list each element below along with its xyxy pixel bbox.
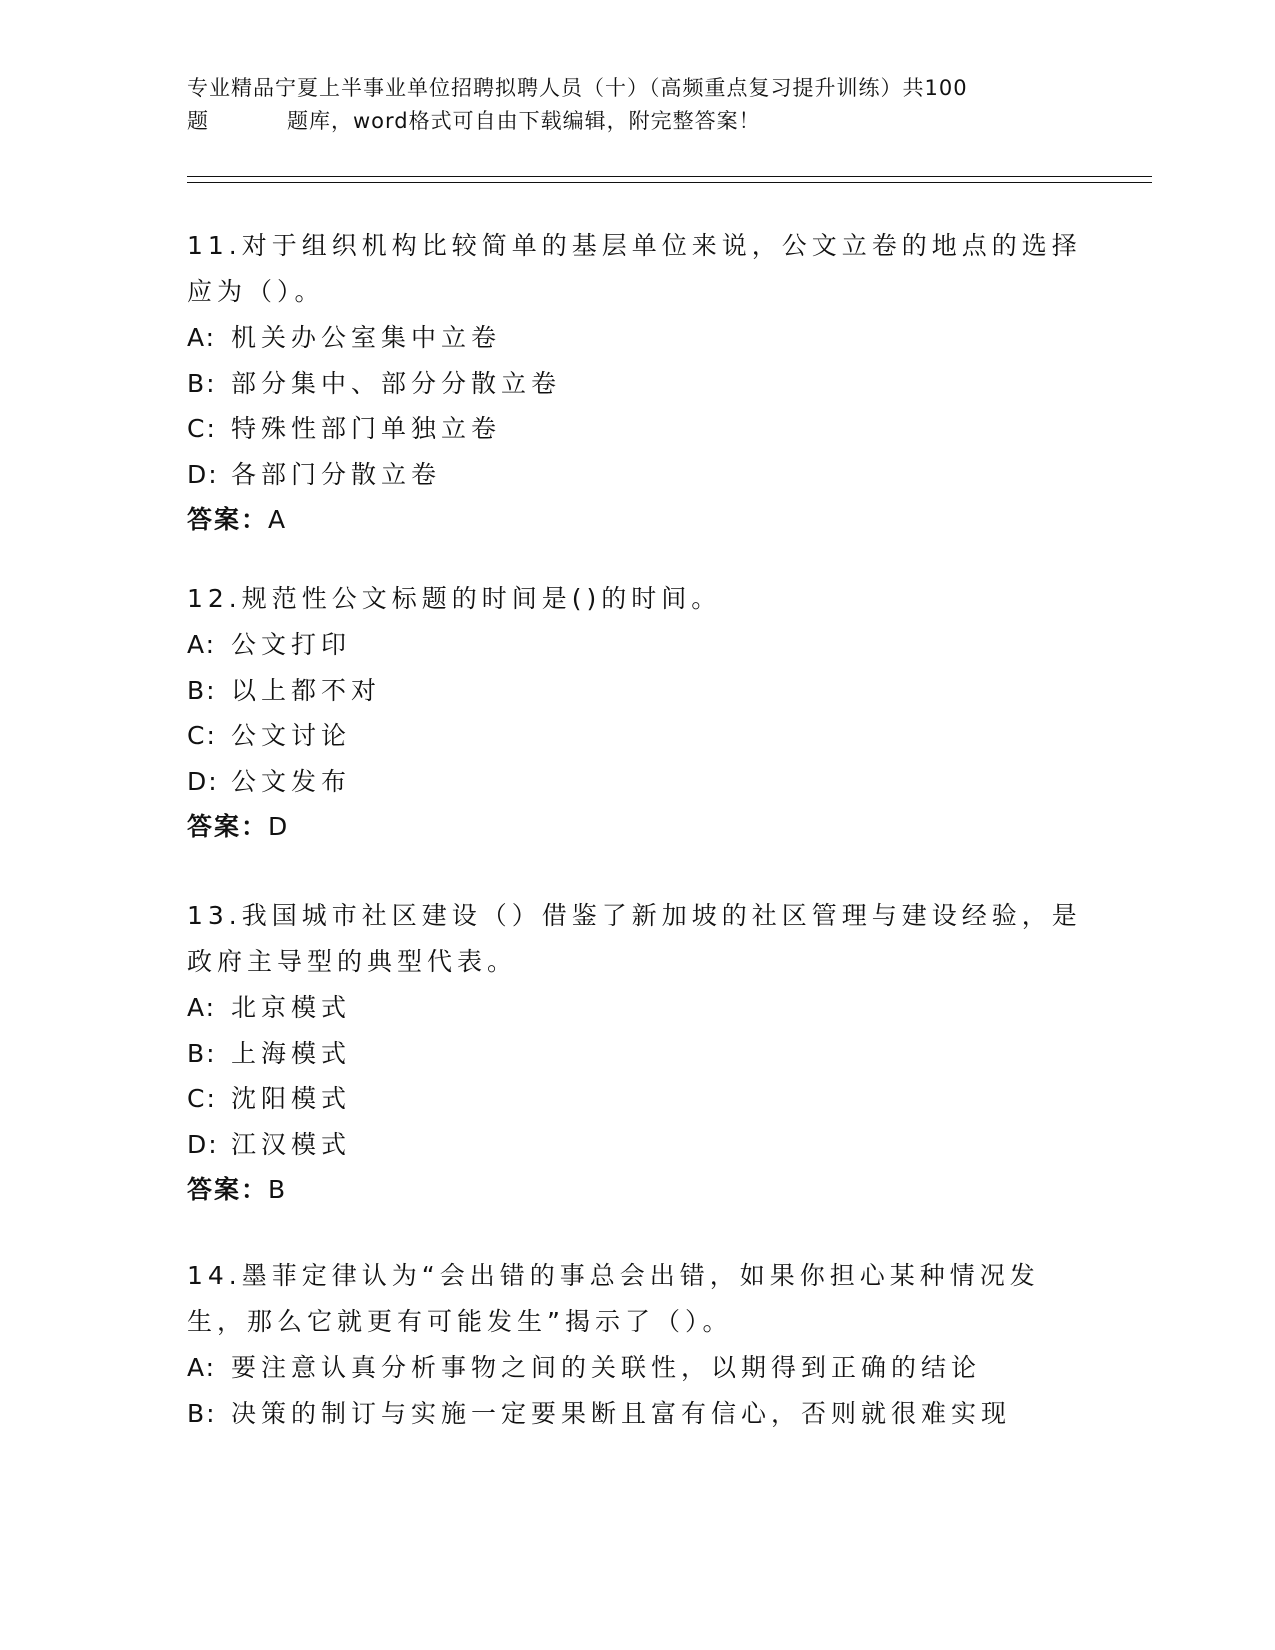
option-key: C: — [187, 414, 217, 443]
option-text: 北京模式 — [231, 993, 352, 1022]
option-key: B: — [187, 1398, 217, 1428]
option-text: 公文打印 — [231, 630, 352, 659]
header-title-line2-end: 题库，word格式可自由下载编辑，附完整答案！ — [287, 109, 761, 133]
option-key: A: — [187, 1353, 217, 1382]
option-text: 决策的制订与实施一定要果断且富有信心，否则就很难实现 — [231, 1398, 1012, 1428]
header-title-line1: 专业精品宁夏上半事业单位招聘拟聘人员（十）（高频重点复习提升训练）共100 — [187, 76, 968, 100]
question-14 — [187, 1253, 1087, 1436]
answer-label: 答案： — [187, 1175, 269, 1204]
answer-label: 答案： — [187, 812, 269, 841]
option-text: 沈阳模式 — [231, 1084, 352, 1113]
option-text: 江汉模式 — [231, 1129, 352, 1159]
option-b — [187, 1391, 1087, 1437]
option-key: B: — [187, 675, 217, 705]
option-key: C: — [187, 1084, 217, 1113]
answer-line — [187, 497, 1087, 543]
option-a — [187, 315, 1087, 361]
answer-value: D — [268, 812, 290, 841]
option-c — [187, 713, 1087, 759]
option-a — [187, 622, 1087, 668]
option-text: 部分集中、部分分散立卷 — [231, 368, 562, 398]
option-key: C: — [187, 721, 217, 750]
answer-line — [187, 1167, 1087, 1213]
option-key: A: — [187, 993, 217, 1022]
question-12 — [187, 576, 1087, 850]
option-key: A: — [187, 630, 217, 659]
option-key: B: — [187, 368, 217, 398]
option-c — [187, 1076, 1087, 1122]
option-text: 特殊性部门单独立卷 — [231, 414, 502, 443]
option-d — [187, 1122, 1087, 1168]
option-key: A: — [187, 323, 217, 352]
option-c — [187, 406, 1087, 452]
option-key: D: — [187, 766, 219, 796]
answer-label: 答案： — [187, 505, 269, 534]
answer-value: A — [268, 505, 288, 534]
document-header — [187, 72, 1087, 138]
header-title-line2-start: 题 — [187, 109, 209, 133]
option-text: 公文发布 — [231, 766, 352, 796]
option-b — [187, 1031, 1087, 1077]
option-text: 机关办公室集中立卷 — [231, 323, 502, 352]
question-text: 11.对于组织机构比较简单的基层单位来说，公文立卷的地点的选择应为（）。 — [187, 231, 1082, 306]
question-text: 14.墨菲定律认为“会出错的事总会出错，如果你担心某种情况发生，那么它就更有可能发生”揭示了（）。 — [187, 1261, 1040, 1336]
header-divider-top — [187, 176, 1152, 177]
option-text: 公文讨论 — [231, 721, 352, 750]
header-title-line2 — [187, 105, 1087, 138]
question-text: 12.规范性公文标题的时间是()的时间。 — [187, 584, 722, 613]
header-divider-bottom — [187, 182, 1152, 183]
option-a — [187, 985, 1087, 1031]
option-text: 上海模式 — [231, 1038, 352, 1068]
question-13 — [187, 893, 1087, 1213]
answer-value: B — [268, 1175, 288, 1204]
option-b — [187, 668, 1087, 714]
option-a — [187, 1345, 1087, 1391]
option-d — [187, 759, 1087, 805]
question-11 — [187, 223, 1087, 543]
option-text: 要注意认真分析事物之间的关联性，以期得到正确的结论 — [231, 1353, 982, 1382]
option-key: B: — [187, 1038, 217, 1068]
option-key: D: — [187, 1129, 219, 1159]
question-text: 13.我国城市社区建设（）借鉴了新加坡的社区管理与建设经验，是政府主导型的典型代表。 — [187, 901, 1082, 976]
answer-line — [187, 804, 1087, 850]
option-text: 各部门分散立卷 — [231, 459, 442, 489]
option-b — [187, 361, 1087, 407]
option-d — [187, 452, 1087, 498]
option-text: 以上都不对 — [231, 675, 382, 705]
option-key: D: — [187, 459, 219, 489]
